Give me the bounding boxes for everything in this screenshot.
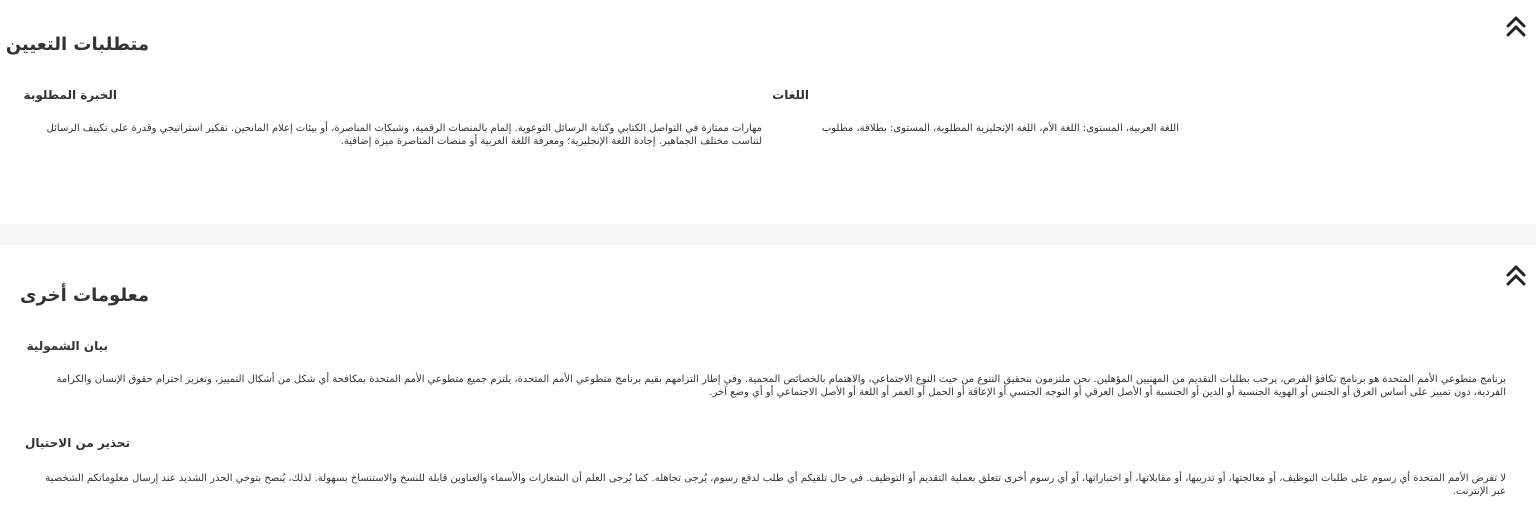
required-experience-text: مهارات ممتازة في التواصل الكتابي وكتابة الرسائل التوعوية. إلمام بالمنصات الرقمية، وشبكات المناصرة، أو بيئات إعلام المانحين. تفكير استراتيجي وقدرة على تكييف الرسائل لتناسب مختلف الجماهير. إجادة اللغة الإنجليزية؛ ومعرفة اللغة العربية أو منصات المناصرة ميزة إضافية. <box>46 123 762 147</box>
other-information-section <box>0 245 1536 526</box>
inclusion-statement-heading: بيان الشمولية <box>26 339 108 353</box>
section-divider <box>0 224 1536 245</box>
chevron-double-up-icon <box>1504 261 1528 289</box>
languages-heading: اللغات <box>772 88 809 102</box>
required-experience-heading: الخبرة المطلوبة <box>23 88 117 102</box>
collapse-section-button[interactable] <box>1504 261 1528 289</box>
section-title-appointment-requirements: متطلبات التعيين <box>5 34 149 55</box>
chevron-double-up-icon <box>1504 12 1528 40</box>
section-title-other-information: معلومات أخرى <box>19 285 149 306</box>
inclusion-statement-text: برنامج متطوعي الأمم المتحدة هو برنامج تكافؤ الفرص، يرحب بطلبات التقديم من المهنيين المؤهلين. نحن ملتزمون بتحقيق التنوع من حيث النوع الاجتماعي، والاهتمام بالخصائص المحمية. وفي إطار التزامهم بقيم برنامج متطوعي الأمم المتحدة، يلتزم جميع متطوعي الأمم المتحدة بمكافحة أي شكل من أشكال التمييز، وتعزيز احترام حقوق الإنسان والكرامة الفردية، دون تمييز على أساس العرق أو الجنس أو الهوية الجنسية أو الدين أو الجنسية أو الأصل العرقي أو التوجه الجنسي أو الإعاقة أو الحمل أو العمر أو اللغة أو الأصل الاجتماعي أو أي وضع آخر. <box>56 374 1506 398</box>
fraud-warning-heading: تحذير من الاحتيال <box>24 436 130 450</box>
appointment-requirements-section <box>0 0 1536 224</box>
fraud-warning-text: لا تفرض الأمم المتحدة أي رسوم على طلبات التوظيف، أو معالجتها، أو تدريبها، أو مقابلاتها، أو اختباراتها، أو أي رسوم أخرى تتعلق بعملية التقديم أو التوظيف. في حال تلقيكم أي طلب لدفع رسوم، يُرجى تجاهله. كما يُرجى العلم أن الشعارات والأسماء والعناوين قابلة للنسخ والاستنساخ بسهولة. لذلك، يُنصح بتوخي الحذر الشديد عند إرسال معلوماتكم الشخصية عبر الإنترنت. <box>45 473 1506 497</box>
languages-text: اللغة العربية، المستوى: اللغة الأم، اللغة الإنجليزية المطلوبة، المستوى: بطلاقة، مطلوب <box>821 123 1179 134</box>
collapse-section-button[interactable] <box>1504 12 1528 40</box>
